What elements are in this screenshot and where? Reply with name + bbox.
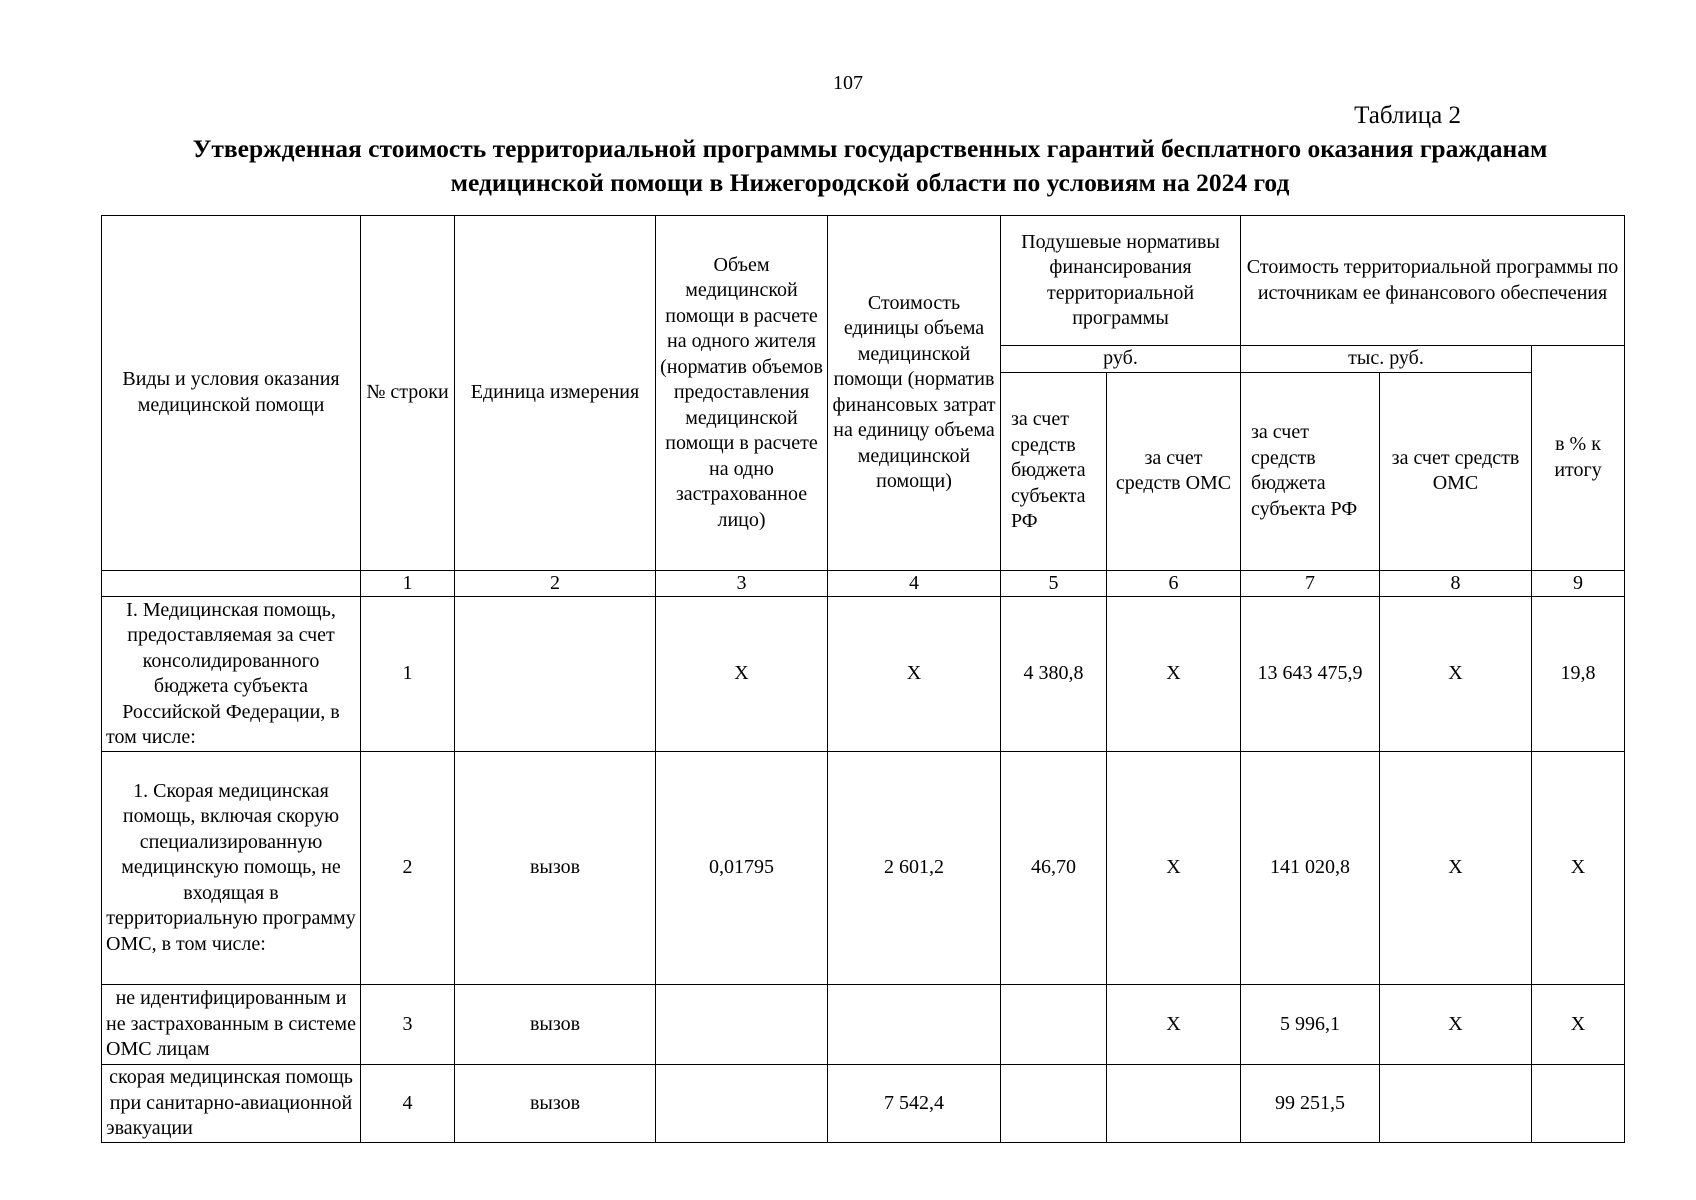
row-number: 2 [361, 752, 455, 985]
row-percent-total: Х [1532, 752, 1625, 985]
row-unit-cost: Х [828, 597, 1001, 752]
header-unit-cost: Стоимость единицы объема медицинской помощи (норматив финансовых затрат на единицу объема медицинской помощи) [828, 216, 1001, 571]
table-row [102, 1065, 1625, 1143]
row-per-capita-budget: 46,70 [1001, 752, 1107, 985]
header-unit: Единица измерения [455, 216, 656, 571]
row-per-capita-oms: Х [1107, 597, 1241, 752]
row-cost-budget: 13 643 475,9 [1241, 597, 1380, 752]
header-unit-rub: руб. [1001, 346, 1241, 373]
row-per-capita-oms: Х [1107, 752, 1241, 985]
row-volume: Х [656, 597, 828, 752]
row-percent-total: 19,8 [1532, 597, 1625, 752]
header-row-number: № строки [361, 216, 455, 571]
row-cost-budget: 141 020,8 [1241, 752, 1380, 985]
row-service-type: I. Медицинская помощь, предоставляемая за счет консолидированного бюджета субъекта Российской Федерации, в том числе: [102, 597, 361, 752]
row-per-capita-budget [1001, 985, 1107, 1065]
row-per-capita-budget: 4 380,8 [1001, 597, 1107, 752]
row-service-type: скорая медицинская помощь при санитарно-авиационной эвакуации [102, 1065, 361, 1143]
header-per-capita-oms: за счет средств ОМС [1107, 372, 1241, 570]
row-percent-total: Х [1532, 985, 1625, 1065]
row-service-type: не идентифицированным и не застрахованным в системе ОМС лицам [102, 985, 361, 1065]
row-volume [656, 1065, 828, 1143]
column-number-blank [102, 570, 361, 597]
column-number: 4 [828, 570, 1001, 597]
title-line-2: медицинской помощи в Нижегородской области по условиям на 2024 год [450, 168, 1290, 197]
row-unit: вызов [455, 752, 656, 985]
row-unit-cost: 2 601,2 [828, 752, 1001, 985]
row-unit [455, 597, 656, 752]
row-volume: 0,01795 [656, 752, 828, 985]
row-unit: вызов [455, 1065, 656, 1143]
column-number: 7 [1241, 570, 1380, 597]
table-row [102, 597, 1625, 752]
row-unit-cost [828, 985, 1001, 1065]
row-unit: вызов [455, 985, 656, 1065]
header-volume: Объем медицинской помощи в расчете на одного жителя (норматив объемов предоставления медицинской помощи в расчете на одно застрахованное лицо) [656, 216, 828, 571]
table-row [102, 752, 1625, 985]
header-per-capita-group: Подушевые нормативы финансирования территориальной программы [1001, 216, 1241, 346]
column-number: 9 [1532, 570, 1625, 597]
row-cost-budget: 99 251,5 [1241, 1065, 1380, 1143]
cost-table [101, 215, 1625, 1143]
column-number: 8 [1380, 570, 1532, 597]
row-cost-oms: Х [1380, 985, 1532, 1065]
row-number: 3 [361, 985, 455, 1065]
row-per-capita-oms: Х [1107, 985, 1241, 1065]
column-number: 2 [455, 570, 656, 597]
column-number: 6 [1107, 570, 1241, 597]
row-cost-oms [1380, 1065, 1532, 1143]
row-cost-oms: Х [1380, 597, 1532, 752]
row-cost-oms: Х [1380, 752, 1532, 985]
header-cost-budget: за счет средств бюджета субъекта РФ [1241, 372, 1380, 570]
row-per-capita-budget [1001, 1065, 1107, 1143]
header-program-cost-group: Стоимость территориальной программы по источникам ее финансового обеспечения [1241, 216, 1625, 346]
header-service-type: Виды и условия оказания медицинской помощи [102, 216, 361, 571]
column-number: 5 [1001, 570, 1107, 597]
row-number: 1 [361, 597, 455, 752]
title-line-1: Утвержденная стоимость территориальной программы государственных гарантий бесплатного оказания гражданам [192, 134, 1548, 163]
row-number: 4 [361, 1065, 455, 1143]
column-number: 3 [656, 570, 828, 597]
header-cost-oms: за счет средств ОМС [1380, 372, 1532, 570]
column-number: 1 [361, 570, 455, 597]
row-cost-budget: 5 996,1 [1241, 985, 1380, 1065]
header-per-capita-budget: за счет средств бюджета субъекта РФ [1001, 372, 1107, 570]
table-row [102, 985, 1625, 1065]
row-percent-total [1532, 1065, 1625, 1143]
row-per-capita-oms [1107, 1065, 1241, 1143]
row-service-type: 1. Скорая медицинская помощь, включая скорую специализированную медицинскую помощь, не входящая в территориальную программу ОМС, в том числе: [102, 752, 361, 985]
document-title [90, 132, 1650, 200]
page-number: 107 [833, 72, 863, 94]
row-unit-cost: 7 542,4 [828, 1065, 1001, 1143]
header-percent-total: в % к итогу [1532, 346, 1625, 571]
header-unit-thousand-rub: тыс. руб. [1241, 346, 1532, 373]
table-label: Таблица 2 [1354, 102, 1461, 129]
row-volume [656, 985, 828, 1065]
